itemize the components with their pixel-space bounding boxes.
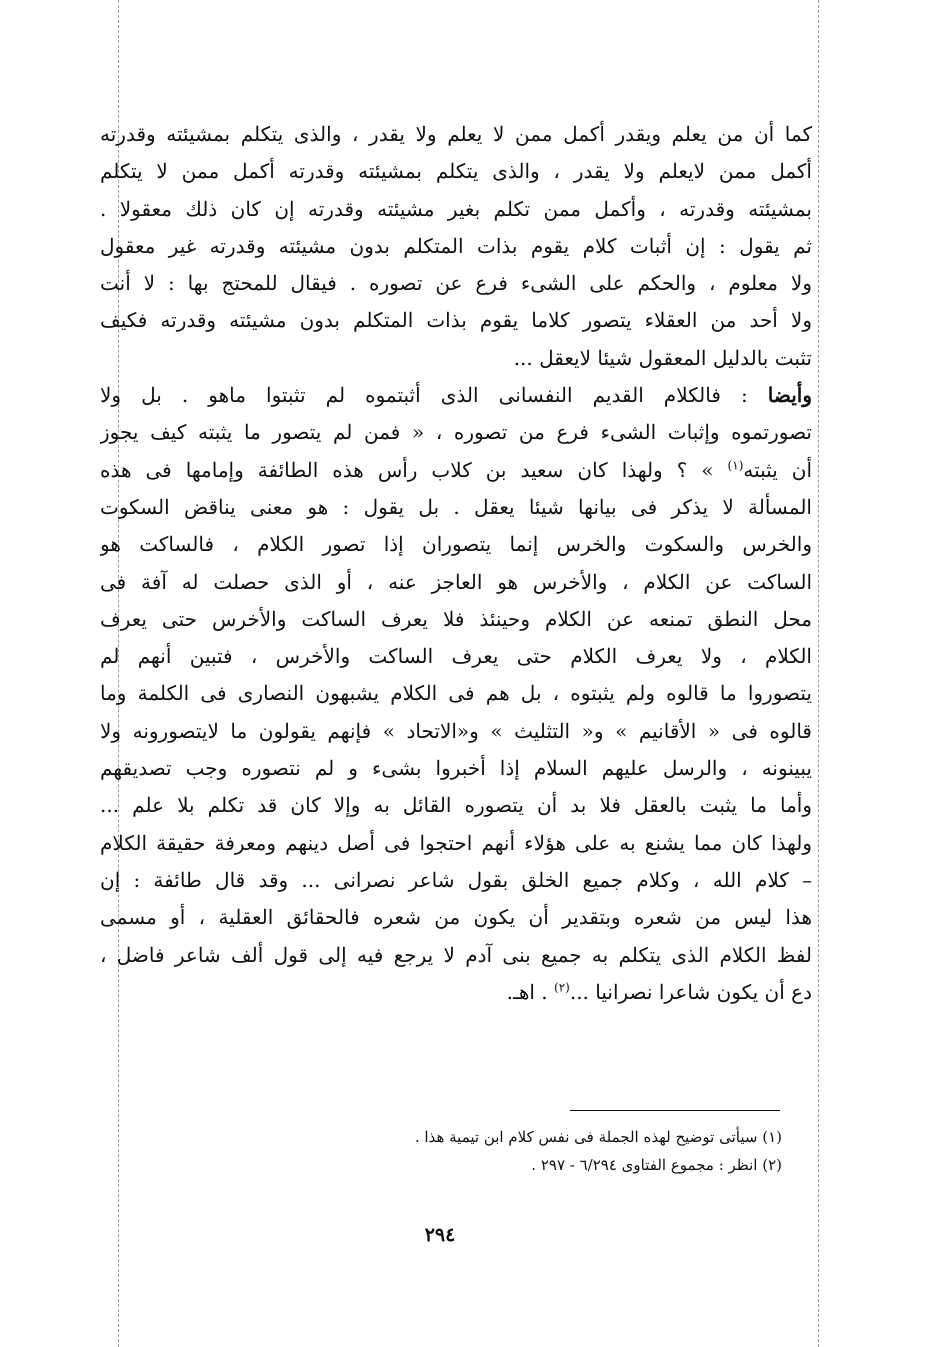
text-line: ولا أحد من العقلاء يتصور كلاما يقوم بذات المتكلم بدون مشيئته وقدرته فكيف	[100, 308, 812, 333]
page-number: ٢٩٤	[424, 1224, 456, 1246]
text-line-rest: . اهـ.	[506, 979, 555, 1004]
main-text	[100, 116, 812, 1011]
text-line: تثبت بالدليل المعقول شيئا لايعقل ...	[513, 345, 812, 370]
scan-fold-line-right	[818, 0, 819, 1347]
text-line: أكمل ممن لايعلم ولا يقدر ، والذى يتكلم بمشيئته وقدرته أكمل ممن لا يتكلم	[100, 159, 812, 184]
footnote-ref-2: (٢)	[554, 980, 570, 995]
text-line: ولهذا كان مما يشنع به على هؤلاء أنهم احتجوا فى أصل دينهم ومعرفة حقيقة الكلام	[100, 830, 812, 855]
paragraph-lead-word: وأيضا	[767, 383, 812, 408]
text-line-start: دع أن يكون شاعرا نصرانيا ...	[569, 979, 812, 1004]
text-line: لفظ الكلام الذى يتكلم به جميع بنى آدم لا يرجع فيه إلى قول ألف شاعر فاضل ،	[100, 942, 812, 967]
footnotes	[330, 1123, 782, 1179]
text-line: المسألة لا يذكر فى بيانها شيئا يعقل . بل يقول : هو معنى يناقض السكوت	[100, 494, 812, 519]
text-line: الكلام ، ولا يعرف الكلام حتى يعرف الساكت والأخرس ، فتبين أنهم لم	[100, 644, 812, 669]
text-line: يتصوروا ما قالوه ولم يثبتوه ، بل هم فى الكلام يشبهون النصارى فى الكلمة وما	[100, 681, 812, 706]
text-line: هذا ليس من شعره وبتقدير أن يكون من شعره فالحقائق العقلية ، أو مسمى	[100, 905, 812, 930]
text-line	[100, 974, 812, 1011]
text-line: كما أن من يعلم ويقدر أكمل ممن لا يعلم ولا يقدر ، والذى يتكلم بمشيئته وقدرته	[100, 122, 812, 146]
text-line: محل النطق تمنعه عن الكلام وحينئذ فلا يعرف الساكت والأخرس حتى يعرف	[100, 606, 812, 631]
text-line: قالوه فى « الأقانيم » و« التثليث » و«الاتحاد » فإنهم يقولون ما لايتصورونه ولا	[100, 718, 812, 743]
text-line: وأما ما يثبت بالعقل فلا بد أن يتصوره القائل به وإلا كان قد تكلم بلا علم ...	[100, 793, 812, 818]
text-line: تصورتموه وإثبات الشىء فرع من تصوره ، « فمن لم يتصور ما يثبته كيف يجوز	[100, 420, 812, 445]
text-line: بمشيئته وقدرته ، وأكمل ممن تكلم بغير مشيئته وقدرته إن كان ذلك معقولا .	[100, 196, 812, 221]
text-line: الساكت عن الكلام ، والأخرس هو العاجز عنه ، أو الذى حصلت له آفة فى	[100, 569, 812, 594]
text-line	[100, 377, 812, 414]
text-line-start: أن يثبته	[743, 457, 812, 482]
text-line-rest: : فالكلام القديم النفسانى الذى أثبتموه لم تثبتوا ماهو . بل ولا	[100, 383, 768, 408]
footnote-2: (٢) انظر : مجموع الفتاوى ٦/٢٩٤ - ٢٩٧ .	[531, 1156, 782, 1174]
page-body	[100, 116, 812, 1011]
text-line: ولا معلوم ، والحكم على الشىء فرع عن تصوره . فيقال للمحتج بها : لا أنت	[100, 271, 812, 296]
text-line: يبينونه ، والرسل عليهم السلام إذا أخبروا بشىء و لم نتصوره وجب تصديقهم	[100, 756, 812, 781]
text-line: ثم يقول : إن أثبات كلام يقوم بذات المتكلم بدون مشيئته وقدرته غير معقول	[100, 233, 812, 258]
footnote-1: (١) سيأتى توضيح لهذه الجملة فى نفس كلام ابن تيمية هذا .	[414, 1128, 782, 1146]
footnote-separator	[570, 1110, 780, 1111]
text-line: والخرس والسكوت والخرس إنما يتصوران إذا تصور الكلام ، فالساكت هو	[100, 532, 812, 557]
text-line: – كلام الله ، وكلام جميع الخلق بقول شاعر نصرانى ... وقد قال طائفة : إن	[100, 867, 812, 892]
text-line	[100, 452, 812, 489]
text-line-rest: » ؟ ولهذا كان سعيد بن كلاب رأس هذه الطائفة وإمامها فى هذه	[100, 457, 728, 482]
footnote-ref-1: (١)	[727, 458, 744, 473]
